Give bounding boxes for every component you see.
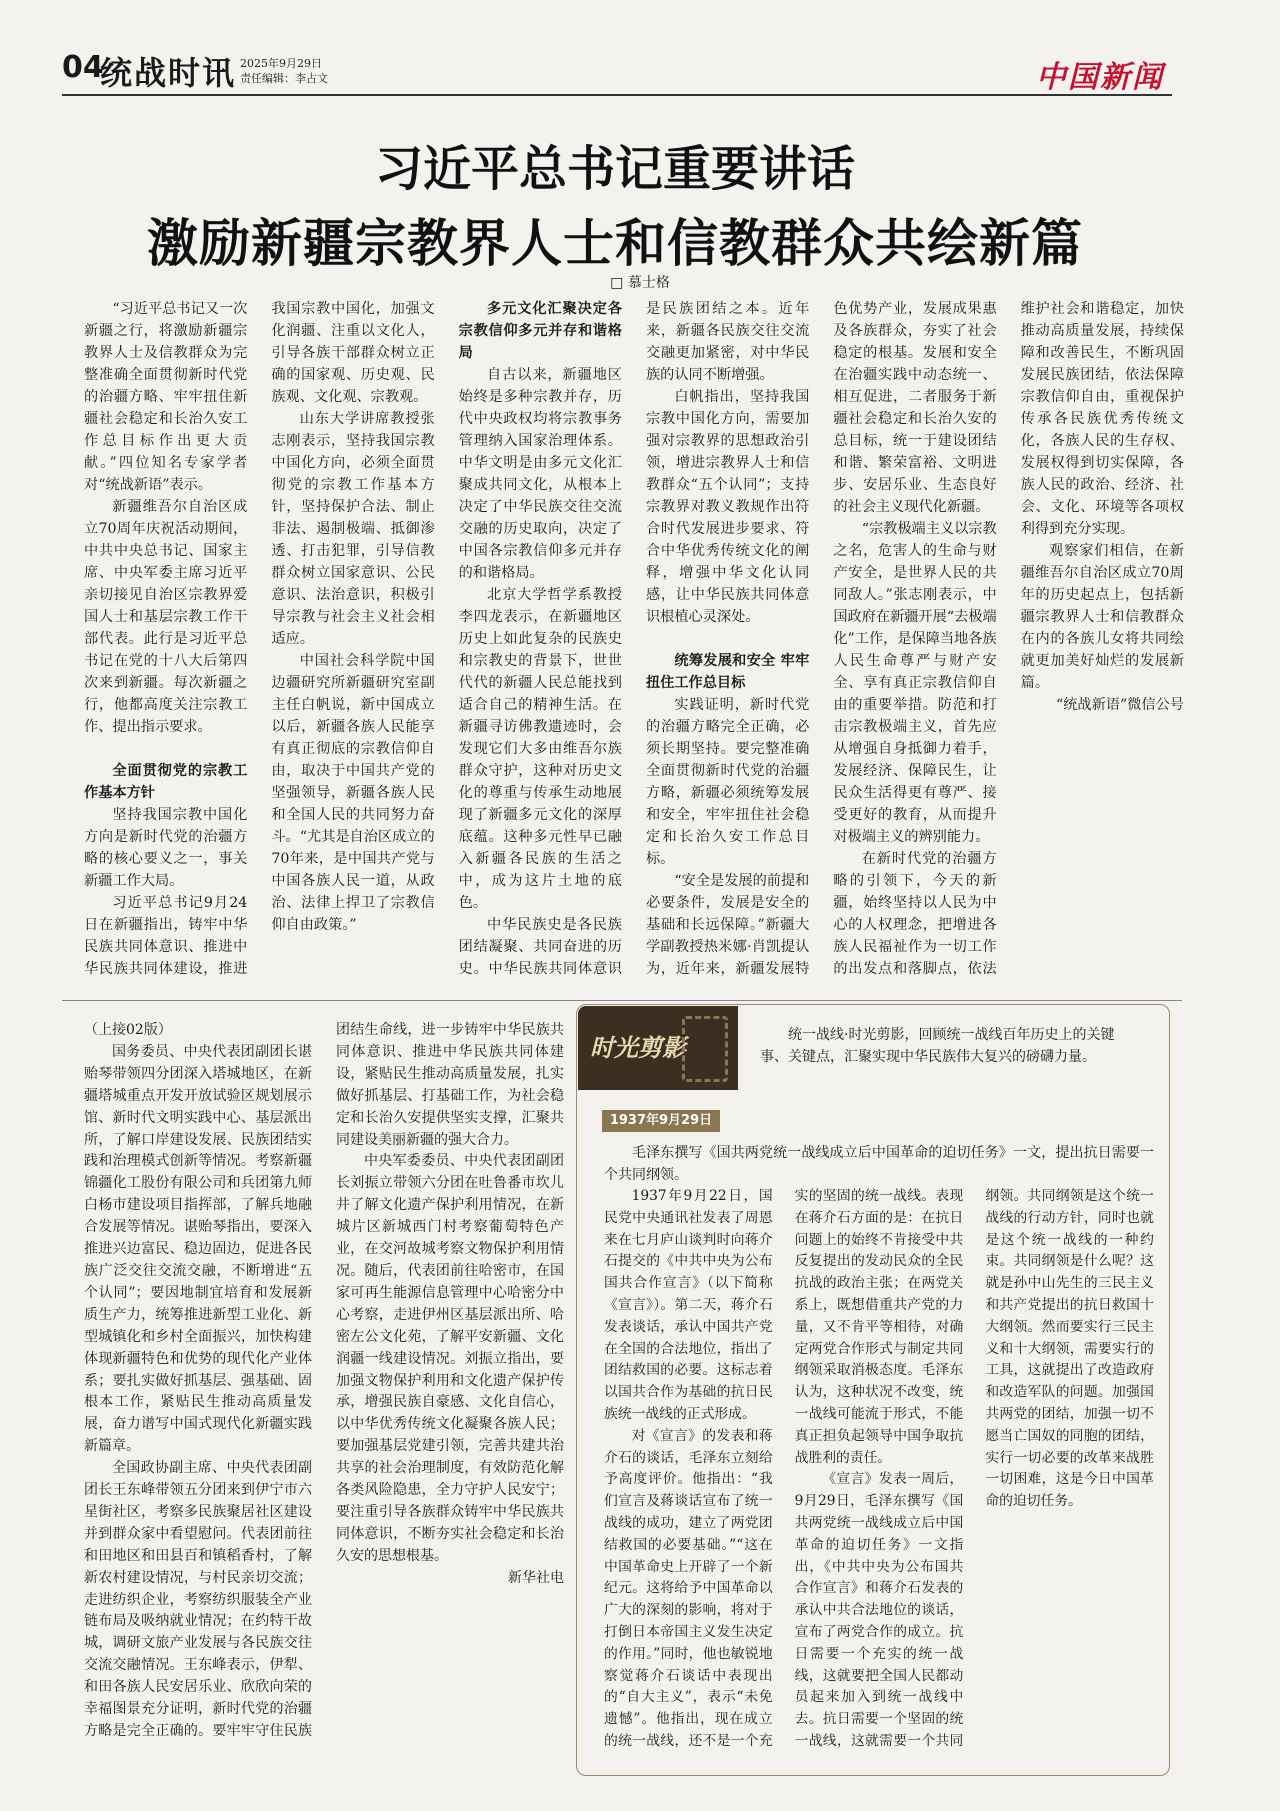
film-reel-icon <box>682 1016 728 1082</box>
section-title: 统战时讯 <box>100 54 237 92</box>
paragraph: 自古以来，新疆地区始终是多种宗教并存，历代中央政权均将宗教事务管理纳入国家治理体系。中华文明是由多元文化汇聚成共同文化，从根本上决定了中华民族交往交流交融的历史取向，决定了中国各宗教信仰多元并存的和谐格局。 <box>458 367 622 581</box>
paragraph: 在新时代党的治疆方略的引领下，今天的新疆，始终坚持以人民为中心的人权理念，把增进各族人民福祉作为一切工作的出发点和落脚点，依法维护社会和谐稳定，加快推动高质量发展，持续保障和改善民生，不断巩固发展民族团结，依法保障宗教信仰自由，重视保护传承各民族优秀传统文化，各族人民的生存权、发展权得到切实保障，各族人民的政治、经济、社会、文化、环境等各项权利得到充分实现。 <box>833 301 1184 977</box>
shiguang-intro: 统一战线·时光剪影，回顾统一战线百年历史上的关键事、关键点，汇聚实现中华民族伟大复兴的磅礴力量。 <box>760 1027 1115 1065</box>
masthead <box>62 50 1172 96</box>
main-article <box>84 298 1184 990</box>
paragraph: 山东大学讲席教授张志刚表示，坚持我国宗教中国化方向，必须全面贯彻党的宗教工作基本方针，坚持保护合法、制止非法、遏制极端、抵御渗透、打击犯罪，引导信教群众树立国家意识、公民意识、法治意识，积极引导宗教与社会主义社会相适应。 <box>271 411 435 647</box>
article-source: 新华社电 <box>508 1569 564 1586</box>
subheading: 统筹发展和安全 牢牢扭住工作总目标 <box>645 653 810 691</box>
subheading: 全面贯彻党的宗教工作基本方针 <box>84 763 248 801</box>
continued-article <box>84 1020 564 1760</box>
shiguang-date-badge: 1937年9月29日 <box>602 1110 720 1132</box>
paragraph: 实践证明，新时代党的治疆方略完全正确，必须长期坚持。要完整准确全面贯彻新时代党的治疆方略，新疆必须统筹发展和安全，牢牢扭住社会稳定和长治久安工作总目标。 <box>645 697 810 867</box>
paragraph: 1937年9月22日，国民党中央通讯社发表了周恩来在七月庐山谈判时向蒋介石提交的《中共中央为公布国共合作宣言》（以下简称《宣言》）。第二天，蒋介石发表谈话，承认中国共产党在全国的合法地位，指出了团结救国的必要。这标志着以国共合作为基础的抗日民族统一战线的正式形成。 <box>604 1188 773 1422</box>
shiguang-lead: 毛泽东撰写《国共两党统一战线成立后中国革命的迫切任务》一文，提出抗日需要一个共同纲领。 <box>604 1145 1154 1183</box>
paragraph: “宗教极端主义以宗教之名，危害人的生命与财产安全，是世界人民的共同敌人。”张志刚表示，中国政府在新疆开展“去极端化”工作，是保障当地各族人民生命尊严与财产安全、享有真正宗教信仰自由的重要举措。防范和打击宗教极端主义，首先应从增强自身抵御力着手，发展经济、保障民生，让民众生活得更有尊严、接受更好的教育，从而提升对极端主义的辨别能力。 <box>833 521 997 845</box>
issue-date: 2025年9月29日 <box>240 57 322 70</box>
paragraph: 全国政协副主席、中央代表团副团长王东峰带领五分团来到伊宁市六星街社区，考察多民族聚居社区建设并到群众家中看望慰问。代表团前往和田地区和田县百和镇稻香村，了解新农村建设情况，与村民亲切交流；走进纺织企业，考察纺织服装全产业链布局及吸纳就业情况；在约特干故城，调研文旅产业发展与各民族交往交流交融情况。王东峰表示，伊犁、和田各族人民安居乐业、欣欣向荣的幸福图景充分证明，新时代党的治疆方略是完全正确的。要牢牢守住民族团结生命线，进一步铸牢中华民族共同体意识、推进中华民族共同体建设，紧贴民生推动高质量发展，扎实做好抓基层、打基础工作，为社会稳定和长治久安提供坚实支撑，汇聚共同建设美丽新疆的强大合力。 <box>84 1022 564 1739</box>
editor-credit: 责任编辑：李占文 <box>240 72 328 85</box>
paragraph: 观察家们相信，在新疆维吾尔自治区成立70周年的历史起点上，包括新疆宗教界人士和信教群众在内的各族儿女将共同绘就更加美好灿烂的发展新篇。 <box>1020 543 1184 691</box>
headline-line-2: 激励新疆宗教界人士和信教群众共绘新篇 <box>146 215 1083 274</box>
continued-note: （上接02版） <box>84 1022 172 1038</box>
paragraph: 对《宣言》的发表和蒋介石的谈话，毛泽东立刻给予高度评价。他指出：“我们宣言及蒋谈话宣布了统一战线的成功，建立了两党团结救国的必要基础。”“这在中国革命史上开辟了一个新纪元。这将给予中国革命以广大的深刻的影响，将对于打倒日本帝国主义发生决定的作用。”同时，他也敏锐地察觉蒋介石谈话中表现出的“自大主义”，表示“未免遗憾”。他指出，现在成立的统一战线，还不是一个充实的坚固的统一战线。表现在蒋介石方面的是：在抗日问题上的始终不肯接受中共反复提出的发动民众的全民抗战的政治主张；在两党关系上，既想借重共产党的力量，又不肯平等相待，对确定两党合作形式与制定共同纲领采取消极态度。毛泽东认为，这种状况不改变，统一战线可能流于形式，不能真正担负起领导中国争取抗战胜利的责任。 <box>604 1188 964 1749</box>
paragraph: 中央军委委员、中央代表团副团长刘振立带领六分团在吐鲁番市坎儿井了解文化遗产保护利用情况，在新城片区新城西门村考察葡萄特色产业，在交河故城考察文物保护利用情况。随后，代表团前往哈密市，在国家可再生能源信息管理中心哈密分中心考察，走进伊州区基层派出所、哈密左公文化苑，了解平安新疆、文化润疆一线建设情况。刘振立指出，要加强文物保护利用和文化遗产保护传承，增强民族自豪感、文化自信心，以中华优秀传统文化凝聚各族人民；要加强基层党建引领，完善共建共治共享的社会治理制度，有效防范化解各类风险隐患，全力守护人民安宁；要注重引导各族群众铸牢中华民族共同体意识，不断夯实社会稳定和长治久安的思想根基。 <box>336 1153 564 1564</box>
paragraph: “安全是发展的前提和必要条件，发展是安全的基础和长远保障。”新疆大学副教授热米娜·肖凯提认为，近年来，新疆发展特色优势产业，发展成果惠及各族群众，夯实了社会稳定的根基。发展和安全在治疆实践中动态统一、相互促进，二者服务于新疆社会稳定和长治久安的总目标，统一于建设团结和谐、繁荣富裕、文明进步、安居乐业、生态良好的社会主义现代化新疆。 <box>645 301 997 977</box>
article-source: “统战新语”微信公号 <box>1055 697 1184 713</box>
page-number: 04 <box>62 50 104 85</box>
headline-line-1: 习近平总书记重要讲话 <box>374 141 855 197</box>
paragraph: 北京大学哲学系教授李四龙表示，在新疆地区历史上如此复杂的民族史和宗教史的背景下，世世代代的新疆人民总能找到适合自己的精神生活。在新疆寻访佛教遗迹时，会发现它们大多由维吾尔族群众守护，这种对历史文化的尊重与传承生动地展现了新疆多元文化的深厚底蕴。这种多元性早已融入新疆各民族的生活之中，成为这片土地的底色。 <box>458 587 622 911</box>
newspaper-logo: 中国新闻 <box>1036 60 1164 95</box>
paragraph: 新疆维吾尔自治区成立70周年庆祝活动期间，中共中央总书记、国家主席、中央军委主席习近平亲切接见自治区宗教界爱国人士和基层宗教工作干部代表。此行是习近平总书记在党的十八大后第四次来到新疆。每次新疆之行，他都高度关注宗教工作、提出指示要求。 <box>84 499 248 735</box>
shiguang-title: 时光剪影 <box>590 1033 686 1062</box>
paragraph: 坚持我国宗教中国化方向是新时代党的治疆方略的核心要义之一，事关新疆工作大局。 <box>84 807 248 889</box>
paragraph: 国务委员、中央代表团副团长谌贻琴带领四分团深入塔城地区，在新疆塔城重点开发开放试验区规划展示馆、新时代文明实践中心、基层派出所，了解口岸建设发展、民族团结实践和治理模式创新等情况。考察新疆锦疆化工股份有限公司和兵团第九师白杨市建设项目指挥部，了解兵地融合发展等情况。谌贻琴指出，要深入推进兴边富民、稳边固边，促进各民族广泛交往交流交融，不断增进“五个认同”；要因地制宜培育和发展新质生产力，统筹推进新型工业化、新型城镇化和乡村全面振兴，加快构建体现新疆特色和优势的现代化产业体系；要扎实做好抓基层、强基础、固根本工作，紧贴民生推动高质量发展，奋力谱写中国式现代化新疆实践新篇章。 <box>84 1043 312 1455</box>
section-divider <box>62 1000 1182 1001</box>
paragraph: “习近平总书记又一次新疆之行，将激励新疆宗教界人士及信教群众为完整准确全面贯彻新时代党的治疆方略、牢牢扭住新疆社会稳定和长治久安工作总目标作出更大贡献。”四位知名专家学者对“统战新语”表示。 <box>84 301 248 493</box>
paragraph: 习近平总书记9月24日在新疆指出，铸牢中华民族共同体意识、推进中华民族共同体建设，推进我国宗教中国化，加强文化润疆、注重以文化人，引导各族干部群众树立正确的国家观、历史观、民族观、文化观、宗教观。 <box>84 301 435 977</box>
shiguang-title-banner <box>578 1006 738 1090</box>
shiguang-article <box>604 1186 1154 1754</box>
byline: □ 慕士格 <box>610 275 670 291</box>
paragraph: 《宣言》发表一周后，9月29日，毛泽东撰写《国共两党统一战线成立后中国革命的迫切任务》一文指出，《中共中央为公布国共合作宣言》和蒋介石发表的承认中共合法地位的谈话，宣布了两党合作的成立。抗日需要一个充实的统一战线，这就要把全国人民都动员起来加入到统一战线中去。抗日需要一个坚固的统一战线，这就需要一个共同纲领。共同纲领是这个统一战线的行动方针，同时也就是这个统一战线的一种约束。共同纲领是什么呢？这就是孙中山先生的三民主义和共产党提出的抗日救国十大纲领。然而要实行三民主义和十大纲领，需要实行的工具，这就提出了改造政府和改造军队的问题。加强国共两党的团结，加强一切不愿当亡国奴的同胞的团结，实行一切必要的改革来战胜一切困难，这是今日中国革命的迫切任务。 <box>794 1188 1154 1749</box>
paragraph: 白帆指出，坚持我国宗教中国化方向，需要加强对宗教界的思想政治引领，增进宗教界人士和信教群众“五个认同”；支持宗教界对教义教规作出符合时代发展进步要求、符合中华优秀传统文化的阐释，增强中华文化认同感，让中华民族共同体意识根植心灵深处。 <box>645 389 810 625</box>
paragraph: 中国社会科学院中国边疆研究所新疆研究室副主任白帆说，新中国成立以后，新疆各族人民能享有真正彻底的宗教信仰自由，取决于中国共产党的坚强领导，新疆各族人民和全国人民的共同努力奋斗。“尤其是自治区成立的70年来，是中国共产党与中国各族人民一道，从政治、法律上捍卫了宗教信仰自由政策。” <box>271 653 435 933</box>
subheading: 多元文化汇聚决定各宗教信仰多元并存和谐格局 <box>458 301 622 361</box>
issue-meta <box>240 56 328 86</box>
paragraph: 中华民族史是各民族团结凝聚、共同奋进的历史。中华民族共同体意识是民族团结之本。近年来，新疆各民族交往交流交融更加紧密，对中华民族的认同不断增强。 <box>458 301 810 977</box>
